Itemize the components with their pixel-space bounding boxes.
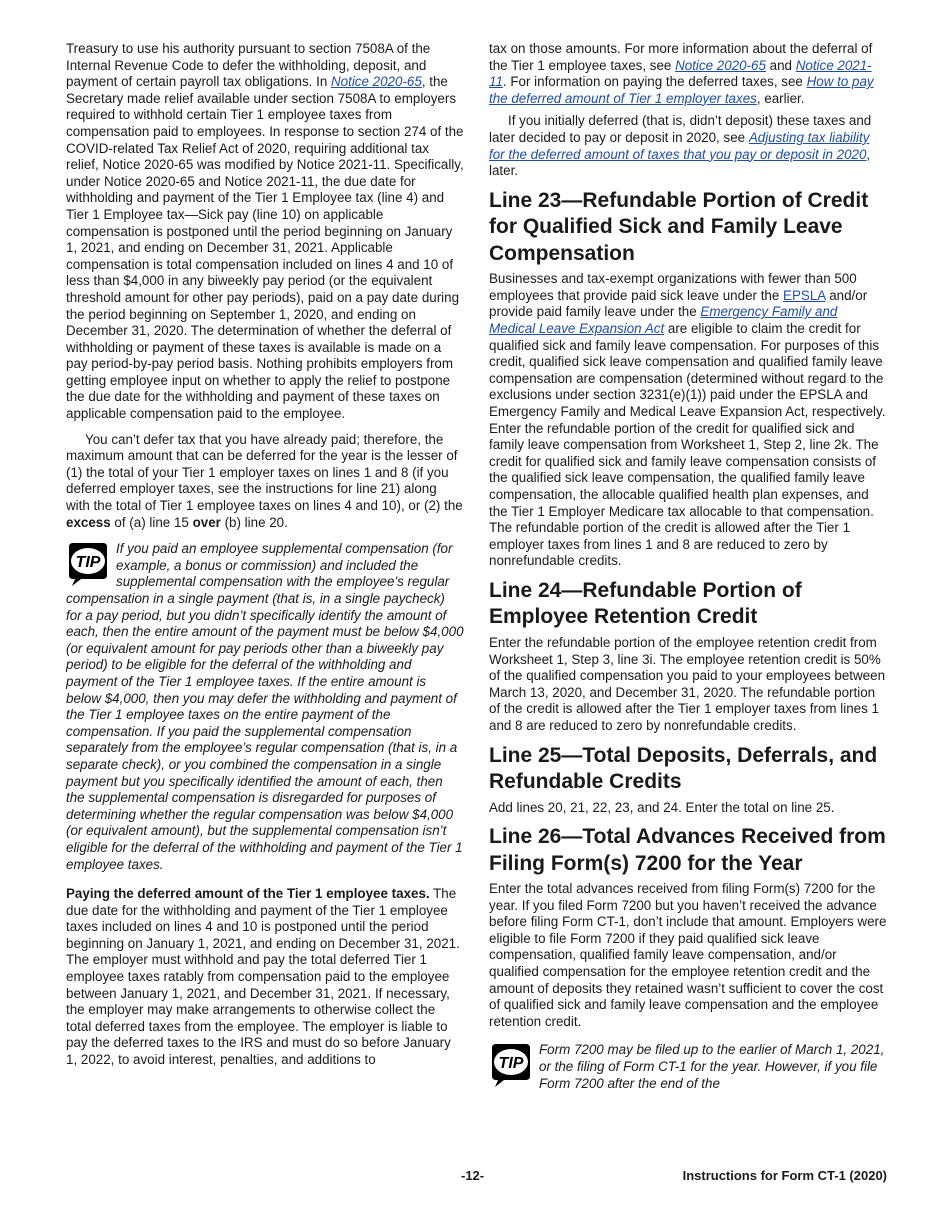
- line-23-heading: Line 23—Refundable Portion of Credit for Qualified Sick and Family Leave Compensation: [489, 188, 869, 265]
- epsla-link[interactable]: EPSLA: [783, 287, 826, 303]
- line-26-paragraph: Enter the total advances received from filing Form(s) 7200 for the year. If you filed Form 7200 but you haven’t received the advance before filing Form CT-1, don’t include that amount. Employers were eligible to file Form 7200 if they paid qualified sick leave compensation, qualified family leave compensation, and/or qualified compensation for the employee retention credit and the amount of deposits they retained wasn’t sufficient to cover the cost of qualified sick and family leave compensation and the employee retention credit.: [489, 881, 887, 1029]
- emergency-family-leave-act-link[interactable]: Emergency Family and Medical Leave Expansion Act: [489, 304, 838, 337]
- tip-icon: [66, 541, 110, 587]
- right-column: [489, 41, 887, 1092]
- notice-2021-11-link[interactable]: Notice 2021-11: [489, 57, 872, 90]
- paragraph-deferral-authority: Treasury to use his authority pursuant to section 7508A of the Internal Revenue Code to defer the withholding, deposit, and payment of certain payroll tax obligations. In Notice 2020-65, the Secretary made relief available under section 7508A to employers required to withhold certain Tier 1 employee taxes from compensation paid to employees. In response to section 274 of the COVID-related Tax Relief Act of 2020, requiring additional tax relief, Notice 2020-65 was modified by Notice 2021-11. Specifically, under Notice 2020-65 and Notice 2021-11, the due date for withholding and payment of the Tier 1 Employee tax (line 4) and Tier 1 Employee tax—Sick pay (line 10) on applicable compensation is postponed until the period beginning on January 1, 2021, and ending on December 31, 2021. Applicable compensation is total compensation included on lines 4 and 10 of less than $4,000 in any biweekly pay period (or the equivalent threshold amount for other pay periods), paid on a pay date during the period beginning on September 1, 2020, and ending on December 31, 2020. The determination of whether the deferral of withholding or payment of these taxes is available is made on a pay period-by-pay period basis. Nothing prohibits employers from getting employee input on whether to apply the relief to postpone the due date for the withholding and payment of these taxes on applicable compensation paid to the employee.: [66, 41, 464, 422]
- adjusting-tax-liability-link[interactable]: Adjusting tax liability for the deferred amount of taxes that you pay or deposit in 2020: [489, 129, 870, 162]
- line-24-paragraph: Enter the refundable portion of the employee retention credit from Worksheet 1, Step 3, line 3i. The employee retention credit is 50% of the qualified compensation you paid to your employees between March 13, 2020, and December 31, 2020. The refundable portion of the credit is allowed after the Tier 1 employer taxes from lines 1 and 8 are reduced to zero by nonrefundable credits.: [489, 634, 886, 733]
- line-26-heading: Line 26—Total Advances Received from Filing Form(s) 7200 for the Year: [489, 825, 886, 875]
- tip-text: Form 7200 may be filed up to the earlier of March 1, 2021, or the filing of Form CT-1 for the year. However, if you file Form 7200 after the end of the: [539, 1042, 885, 1091]
- notice-2020-65-link[interactable]: Notice 2020-65: [675, 57, 766, 73]
- page-footer: [66, 1168, 887, 1188]
- line-23-paragraph: Businesses and tax-exempt organizations with fewer than 500 employees that provide paid sick leave under the EPSLA and/or provide paid family leave under the Emergency Family and Medical Leave Expansion Act are eligible to claim the credit for qualified sick and family leave compensation. For purposes of this credit, qualified sick leave compensation and qualified family leave compensation are compensation (determined without regard to the exclusions under section 3231(e)(1)) paid under the EPSLA and Emergency Family and Medical Leave Expansion Act, respectively. Enter the refundable portion of the credit for qualified sick and family leave compensation from Worksheet 1, Step 2, line 2k. The credit for qualified sick and family leave compensation consists of the qualified sick leave compensation, the qualified family leave compensation, the allocable qualified health plan expenses, and the Tier 1 Employer Medicare tax allocable to that compensation. The refundable portion of the credit is allowed after the Tier 1 employer taxes from lines 1 and 8 are reduced to zero by nonrefundable credits.: [489, 271, 886, 569]
- how-to-pay-deferred-link[interactable]: How to pay the deferred amount of Tier 1 employer taxes: [489, 74, 874, 106]
- form-title: Instructions for Form CT-1 (2020): [682, 1168, 887, 1183]
- svg-text:TIP: TIP: [498, 1055, 524, 1073]
- line-25-paragraph: Add lines 20, 21, 22, 23, and 24. Enter the total on line 25.: [489, 799, 835, 815]
- line-25-heading: Line 25—Total Deposits, Deferrals, and Refundable Credits: [489, 743, 878, 793]
- tip-icon: [489, 1042, 533, 1088]
- paragraph-paying-deferred: Paying the deferred amount of the Tier 1 employee taxes. The due date for the withholding and payment of the Tier 1 employee taxes included on lines 4 and 10 is postponed until the period beginning on January 1, 2021, and ending on December 31, 2021. The employer must withhold and pay the total deferred Tier 1 employee taxes ratably from compensation paid to the employee between January 1, 2021, and December 31, 2021. If necessary, the employer may make arrangements to otherwise collect the total deferred taxes from the employee. The employer is liable to pay the deferred taxes to the IRS and must do so before January 1, 2022, to avoid interest, penalties, and additions to: [66, 886, 460, 1068]
- tip-form-7200: [489, 1042, 887, 1092]
- page-number: -12-: [461, 1168, 485, 1183]
- notice-2020-65-link[interactable]: Notice 2020-65: [330, 74, 422, 90]
- paragraph-deferral-info: tax on those amounts. For more information about the deferral of the Tier 1 employee taxes, see Notice 2020-65 and Notice 2021-11. For information on paying the deferred taxes, see How to pay the deferred amount of Tier 1 employer taxes, earlier.: [489, 41, 874, 106]
- svg-text:TIP: TIP: [75, 554, 101, 572]
- paragraph-max-deferral: You can’t defer tax that you have already paid; therefore, the maximum amount that can be deferred for the year is the lesser of (1) the total of your Tier 1 employer taxes on lines 1 and 8 (if you deferred employer taxes, see the instructions for line 21) along with the total of Tier 1 employee taxes on lines 4 and 10), or (2) the excess of (a) line 15 over (b) line 20.: [66, 431, 463, 530]
- paragraph-initially-deferred: If you initially deferred (that is, didn’t deposit) these taxes and later decided to pay or deposit in 2020, see Adjusting tax liability for the deferred amount of taxes that you pay or deposit in 2020, later.: [489, 113, 872, 179]
- left-column: [66, 41, 464, 1069]
- run-in-heading: Paying the deferred amount of the Tier 1 employee taxes.: [66, 886, 430, 902]
- line-24-heading: Line 24—Refundable Portion of Employee Retention Credit: [489, 578, 802, 629]
- tip-supplemental-compensation: [66, 541, 464, 873]
- tip-text: If you paid an employee supplemental compensation (for example, a bonus or commission) and included the supplemental compensation with the employee’s regular compensation in a single payment (that is, in a single paycheck) for a pay period, but you didn’t specifically identify the amount of each, then the entire amount of the payment must be below $4,000 (or equivalent amount for pay periods other than a biweekly pay period) to be eligible for the deferral of the withholding and payment of the Tier 1 employee taxes. If the entire amount is below $4,000, then you may defer the withholding and payment of the Tier 1 employee taxes on the entire payment of the compensation. If you paid the supplemental compensation separately from the employee’s regular compensation (that is, in a separate check), or you combined the compensation in a single payment but you specifically identified the amount of each, then the supplemental compensation is disregarded for purposes of determining whether the regular compensation was below $4,000 (or equivalent amount), but the supplemental compensation isn’t eligible for the deferral of the withholding and payment of the Tier 1 employee taxes.: [66, 541, 464, 872]
